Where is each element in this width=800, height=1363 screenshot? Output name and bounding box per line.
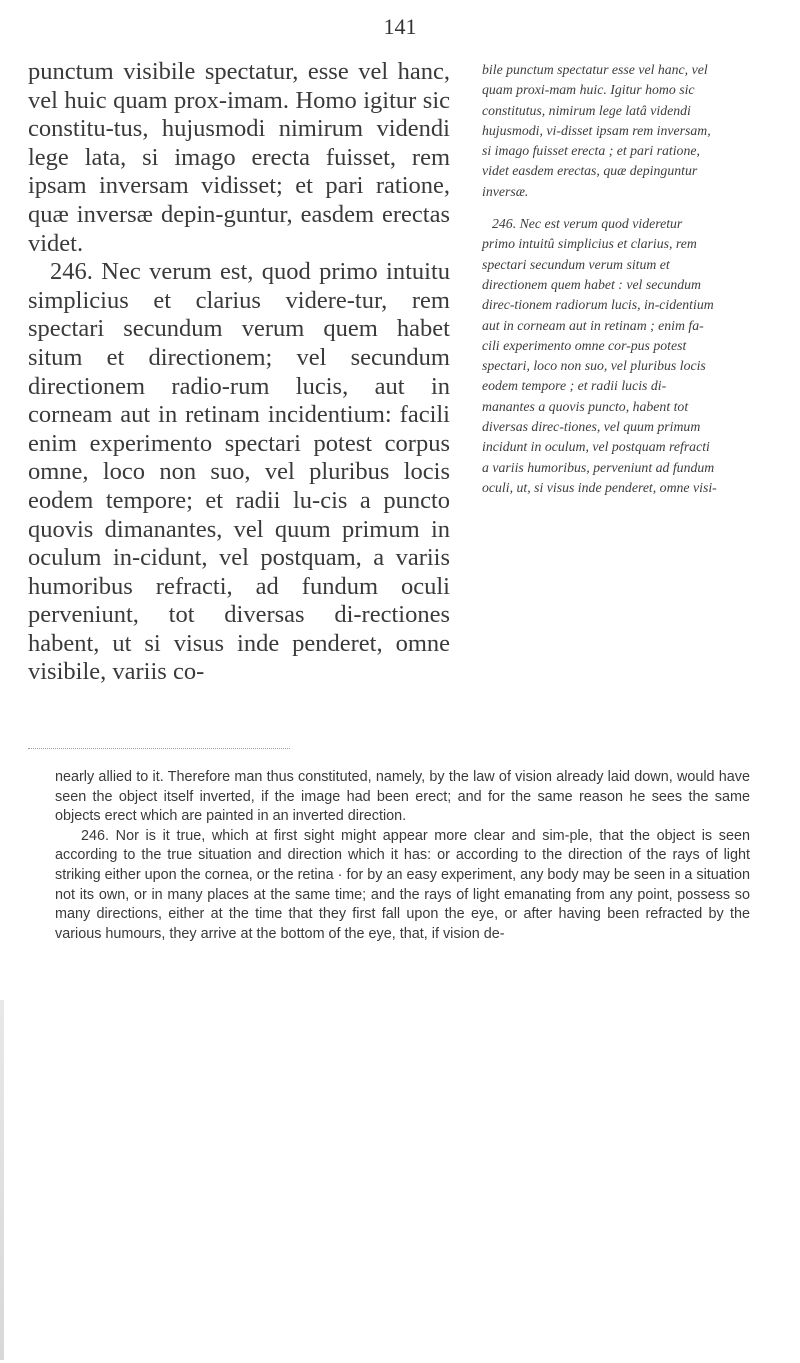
main-latin-paragraph-2: 246. Nec verum est, quod primo intuitu simplicius et clarius videre-tur, rem spectari secundum verum quem habet situm et directionem; vel secundum directionem radio-rum lucis, aut in corneam aut in retinam incidentium: facili enim experimento spectari potest corpus omne, loco non suo, vel pluribus locis eodem tempore; et radii lu-cis a puncto quovis dimanantes, vel quum primum in oculum in-cidunt, vel postquam, a variis humoribus refracti, ad fundum oculi perveniunt, tot diversas di-rectiones habent, ut si visus inde penderet, omne visibile, variis co- bbox=[28, 258, 450, 686]
footnote-divider bbox=[28, 748, 290, 749]
side-latin-paragraph-2: 246. Nec est verum quod videretur primo intuitû simplicius et clarius, rem spectari secundum verum situm et directionem quem habet : vel secundum direc-tionem radiorum lucis, in-cidentium aut in corneam aut in retinam ; enim fa-cili experimento omne cor-pus potest spectari, loco non suo, vel pluribus locis eodem tempore ; et radii lucis di-manantes a quovis puncto, habent tot diversas direc-tiones, vel quum primum incidunt in oculum, vel postquam refracti a variis humoribus, perveniunt ad fundum oculi, ut, si visus inde penderet, omne visi- bbox=[482, 216, 717, 495]
page-number: 141 bbox=[383, 14, 417, 39]
english-paragraph-1: nearly allied to it. Therefore man thus constituted, namely, by the law of vision already laid down, would have seen the object itself inverted, if the image had been erect; and for the same reason he sees the same objects erect which are painted in an inverted direction. bbox=[55, 769, 750, 825]
side-latin-paragraph-1: bile punctum spectatur esse vel hanc, vel quam proxi-mam huic. Igitur homo sic constitutus, nimirum lege latâ videndi hujusmodi, vi-disset ipsam rem inversam, si imago fuisset erecta ; et pari ratione, videt easdem erectas, quæ depinguntur inversæ. bbox=[482, 62, 711, 199]
side-latin-text bbox=[482, 60, 718, 510]
english-paragraph-2: 246. Nor is it true, which at first sight might appear more clear and sim-ple, that the object is seen according to the true situation and direction which it has: or according to the direction of the rays of light striking either upon the cornea, or the retina · for by an easy experiment, any body may be seen in a situation not its own, or in many places at the same time; and the rays of light emanating from any point, possess so many directions, either at the time that they first fall upon the eye, or after having been refracted by the various humours, they arrive at the bottom of the eye, that, if vision de- bbox=[55, 827, 750, 942]
main-latin-text bbox=[28, 58, 450, 687]
scan-edge-mark bbox=[0, 1000, 4, 1360]
main-latin-paragraph-1: punctum visibile spectatur, esse vel hanc, vel huic quam prox-imam. Homo igitur sic constitu-tus, hujusmodi nimirum videndi lege lata, si imago erecta fuisset, rem ipsam inversam vidisset; et pari ratione, quæ inversæ depin-guntur, easdem erectas videt. bbox=[28, 58, 450, 257]
english-translation bbox=[55, 768, 750, 944]
